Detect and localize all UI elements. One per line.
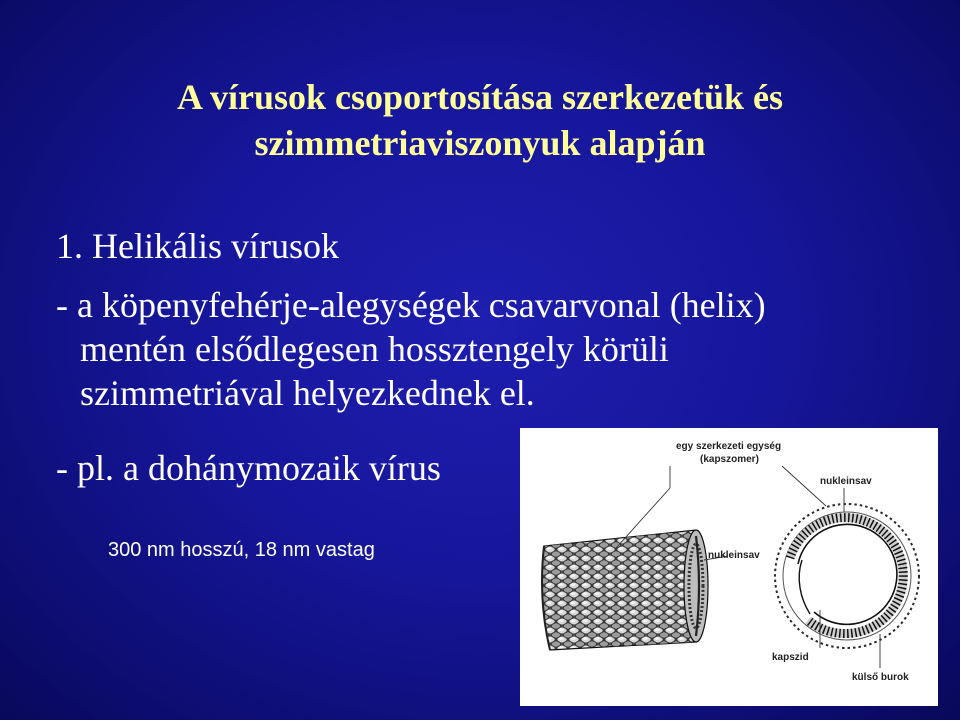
virus-structure-figure: [520, 428, 938, 706]
label-nucleic-acid-left: nukleinsav: [708, 550, 760, 561]
bullet-line-1: - a köpenyfehérje-alegységek csavarvonal (helix): [56, 285, 766, 325]
bullet-line-3: szimmetriával helyezkednek el.: [80, 373, 535, 413]
label-capsomer: (kapszomer): [700, 454, 759, 465]
label-outer-envelope: külső burok: [852, 672, 909, 683]
slide-title-line-2: szimmetriaviszonyuk alapján: [254, 123, 706, 163]
cross-section: [775, 504, 919, 648]
label-nucleic-acid-right: nukleinsav: [820, 476, 872, 487]
slide-title-line-1: A vírusok csoportosítása szerkezetük és: [177, 77, 783, 117]
bullet-example: - pl. a dohánymozaik vírus: [56, 448, 441, 488]
label-capsid: kapszid: [772, 652, 809, 663]
bullet-line-2: mentén elsődlegesen hossztengely körüli: [80, 329, 669, 369]
virus-diagram: [520, 428, 938, 706]
slide-title: [0, 74, 960, 166]
size-note: 300 nm hosszú, 18 nm vastag: [108, 539, 375, 561]
section-heading: 1. Helikális vírusok: [56, 226, 339, 266]
bullet-helix-description: [56, 283, 766, 415]
helical-rod: [542, 530, 708, 650]
label-structural-unit: egy szerkezeti egység: [676, 441, 782, 452]
